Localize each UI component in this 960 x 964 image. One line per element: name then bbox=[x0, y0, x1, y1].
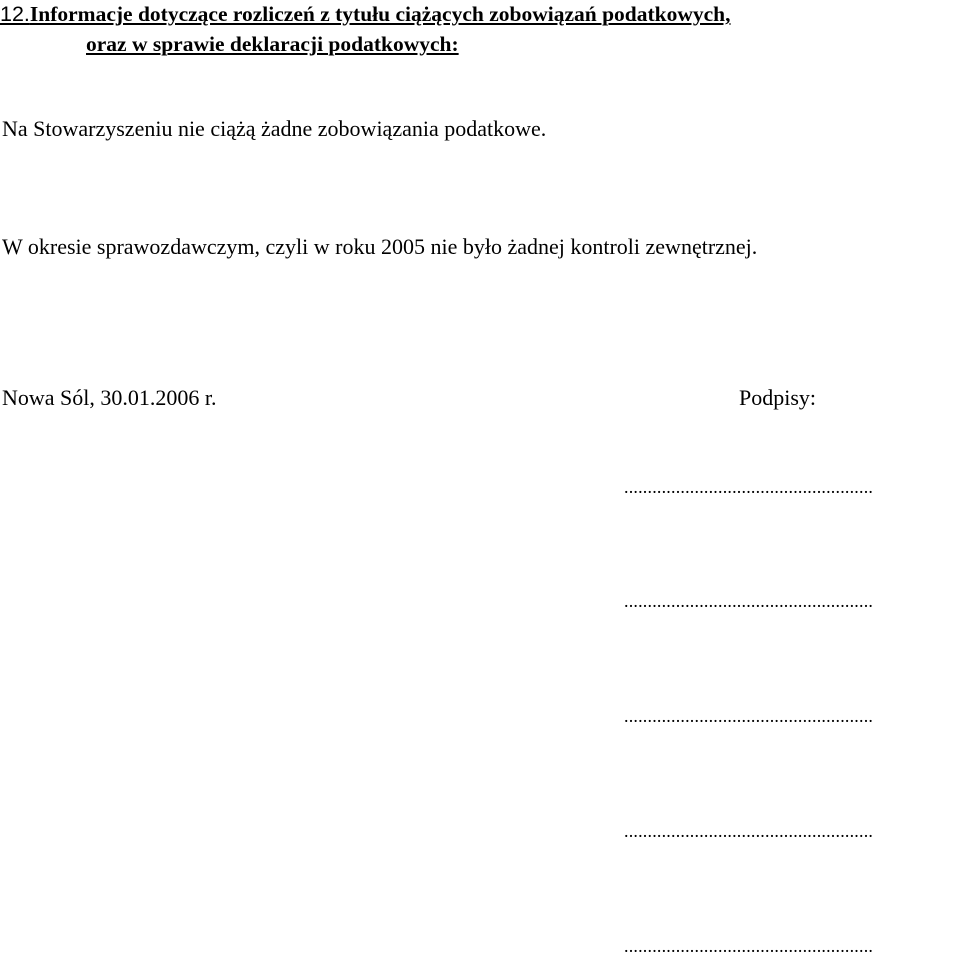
section-heading-line-1 bbox=[0, 4, 731, 26]
place-date: Nowa Sól, 30.01.2006 r. bbox=[2, 385, 217, 410]
tax-obligations-paragraph: Na Stowarzyszeniu nie ciążą żadne zobowiązania podatkowe. bbox=[2, 116, 547, 141]
signature-line-2: ..................................................... bbox=[624, 591, 874, 611]
section-number: 12. bbox=[0, 2, 30, 26]
section-heading-text: Informacje dotyczące rozliczeń z tytułu ciążących zobowiązań podatkowych, bbox=[29, 2, 731, 26]
signature-line-4: ..................................................... bbox=[624, 821, 874, 841]
section-heading-line-2: oraz w sprawie deklaracji podatkowych: bbox=[86, 32, 459, 56]
signature-line-5: ..................................................... bbox=[624, 936, 874, 956]
signature-line-1: ..................................................... bbox=[624, 477, 874, 497]
external-inspection-paragraph: W okresie sprawozdawczym, czyli w roku 2005 nie było żadnej kontroli zewnętrznej. bbox=[2, 234, 758, 259]
signature-line-3: ..................................................... bbox=[624, 706, 874, 726]
signatures-label: Podpisy: bbox=[739, 385, 817, 410]
